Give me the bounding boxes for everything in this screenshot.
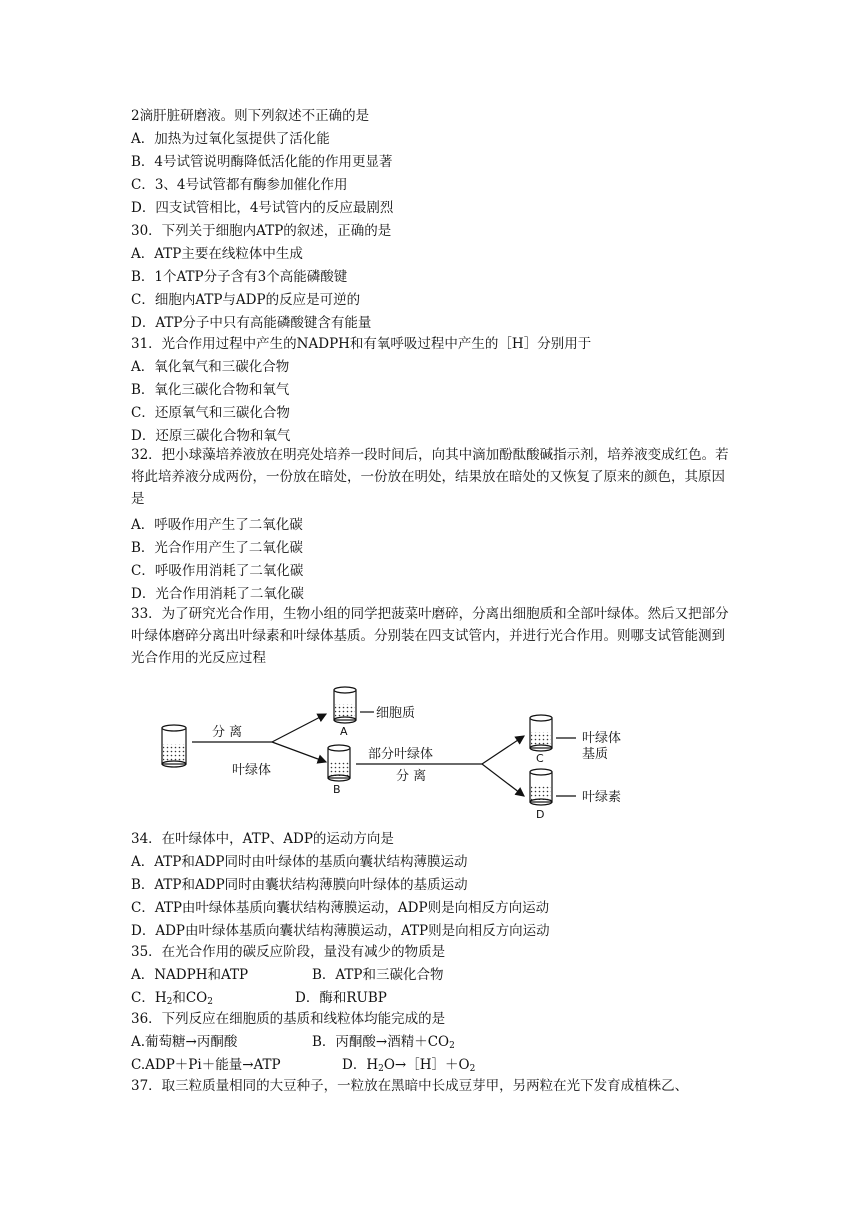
q36-option-d: D．$H_2O\to[H]+O_2$ xyxy=(342,1057,476,1074)
tube-b-label: B xyxy=(333,783,341,796)
source-test-tube xyxy=(162,725,186,767)
q32-option-b: B．光合作用产生了二氧化碳 xyxy=(131,540,303,556)
label-stroma-2: 基质 xyxy=(582,747,609,762)
q32-option-c: C．呼吸作用消耗了二氧化碳 xyxy=(131,563,304,579)
q31-option-c: C．还原氧气和三碳化合物 xyxy=(131,405,290,421)
label-split-1: 分 离 xyxy=(212,725,243,740)
label-stroma-1: 叶绿体 xyxy=(582,731,622,746)
q30-option-d: D．ATP分子中只有高能磷酸键含有能量 xyxy=(131,315,372,331)
test-tube-b xyxy=(328,745,350,781)
q31-option-b: B．氧化三碳化合物和氧气 xyxy=(131,382,290,398)
label-partial-chloroplast: 部分叶绿体 xyxy=(368,747,434,762)
q29-option-c: C．3、4号试管都有酶参加催化作用 xyxy=(131,177,348,193)
q29-option-a: A．加热为过氧化氢提供了活化能 xyxy=(131,131,330,147)
arrow-to-a xyxy=(272,714,326,742)
label-chloroplast: 叶绿体 xyxy=(232,763,272,778)
q35-stem: 35．在光合作用的碳反应阶段，量没有减少的物质是 xyxy=(131,944,446,960)
arrow-to-d xyxy=(482,764,524,796)
q33-stem: 33．为了研究光合作用，生物小组的同学把菠菜叶磨碎，分离出细胞质和全部叶绿体。然后又把部分叶绿体磨碎分离出叶绿素和叶绿体基质。分别装在四支试管内，并进行光合作用。则哪支试管能测到光合作用的光反应过程 xyxy=(131,606,729,666)
q34-option-c: C．ATP由叶绿体基质向囊状结构薄膜运动，ADP则是向相反方向运动 xyxy=(131,900,550,916)
q36-option-a: A.葡萄糖→丙酮酸 xyxy=(131,1034,238,1050)
q34-option-a: A．ATP和ADP同时由叶绿体的基质向囊状结构薄膜运动 xyxy=(131,854,468,870)
test-tube-c xyxy=(530,715,552,751)
label-cytoplasm: 细胞质 xyxy=(376,706,416,721)
q34-stem: 34．在叶绿体中，ATP、ADP的运动方向是 xyxy=(131,831,394,847)
q29-option-d: D．四支试管相比，4号试管内的反应最剧烈 xyxy=(131,200,394,216)
tube-c-label: C xyxy=(536,752,544,765)
q37-stem: 37．取三粒质量相同的大豆种子，一粒放在黑暗中长成豆芽甲，另两粒在光下发育成植株乙、 xyxy=(131,1078,689,1094)
q31-option-a: A．氧化氧气和三碳化合物 xyxy=(131,359,290,375)
q30-option-a: A．ATP主要在线粒体中生成 xyxy=(131,246,303,262)
q32-stem: 32．把小球藻培养液放在明亮处培养一段时间后，向其中滴加酚酞酸碱指示剂，培养液变成红色。若将此培养液分成两份，一份放在暗处，一份放在明处，结果放在暗处的又恢复了原来的颜色，其原因是 xyxy=(131,447,729,507)
q32-option-d: D．光合作用消耗了二氧化碳 xyxy=(131,586,304,602)
q29-stem: 2滴肝脏研磨液。则下列叙述不正确的是 xyxy=(131,108,370,124)
label-chlorophyll: 叶绿素 xyxy=(582,790,622,805)
q35-option-a: A．NADPH和ATP xyxy=(131,967,249,983)
q29-option-b: B．4号试管说明酶降低活化能的作用更显著 xyxy=(131,154,393,170)
q35-option-d: D．酶和RUBP xyxy=(295,990,387,1006)
q36-stem: 36．下列反应在细胞质的基质和线粒体均能完成的是 xyxy=(131,1011,446,1027)
test-tube-d xyxy=(530,769,552,805)
arrow-to-b xyxy=(272,742,326,762)
arrow-to-c xyxy=(482,736,524,764)
q30-stem: 30．下列关于细胞内ATP的叙述，正确的是 xyxy=(131,223,392,239)
q31-option-d: D．还原三碳化合物和氧气 xyxy=(131,428,291,444)
q34-option-b: B．ATP和ADP同时由囊状结构薄膜向叶绿体的基质运动 xyxy=(131,877,468,893)
q36-option-c: C.ADP＋Pi＋能量→ATP xyxy=(131,1057,281,1073)
q35-option-c: C．$H_2$和$CO_2$ xyxy=(131,990,213,1007)
tube-d-label: D xyxy=(536,808,545,821)
q36-option-b: B．丙酮酸→酒精$+CO_2$ xyxy=(312,1034,455,1051)
q34-option-d: D．ADP由叶绿体基质向囊状结构薄膜运动，ATP则是向相反方向运动 xyxy=(131,923,550,939)
q30-option-c: C．细胞内ATP与ADP的反应是可逆的 xyxy=(131,292,361,308)
q35-option-b: B．ATP和三碳化合物 xyxy=(312,967,444,983)
label-split-2: 分 离 xyxy=(396,769,427,784)
q31-stem: 31．光合作用过程中产生的NADPH和有氧呼吸过程中产生的［H］分别用于 xyxy=(131,336,592,352)
q33-diagram xyxy=(150,678,690,826)
q30-option-b: B．1个ATP分子含有3个高能磷酸键 xyxy=(131,269,348,285)
test-tube-a xyxy=(334,687,356,723)
q32-option-a: A．呼吸作用产生了二氧化碳 xyxy=(131,517,303,533)
tube-a-label: A xyxy=(340,725,348,738)
